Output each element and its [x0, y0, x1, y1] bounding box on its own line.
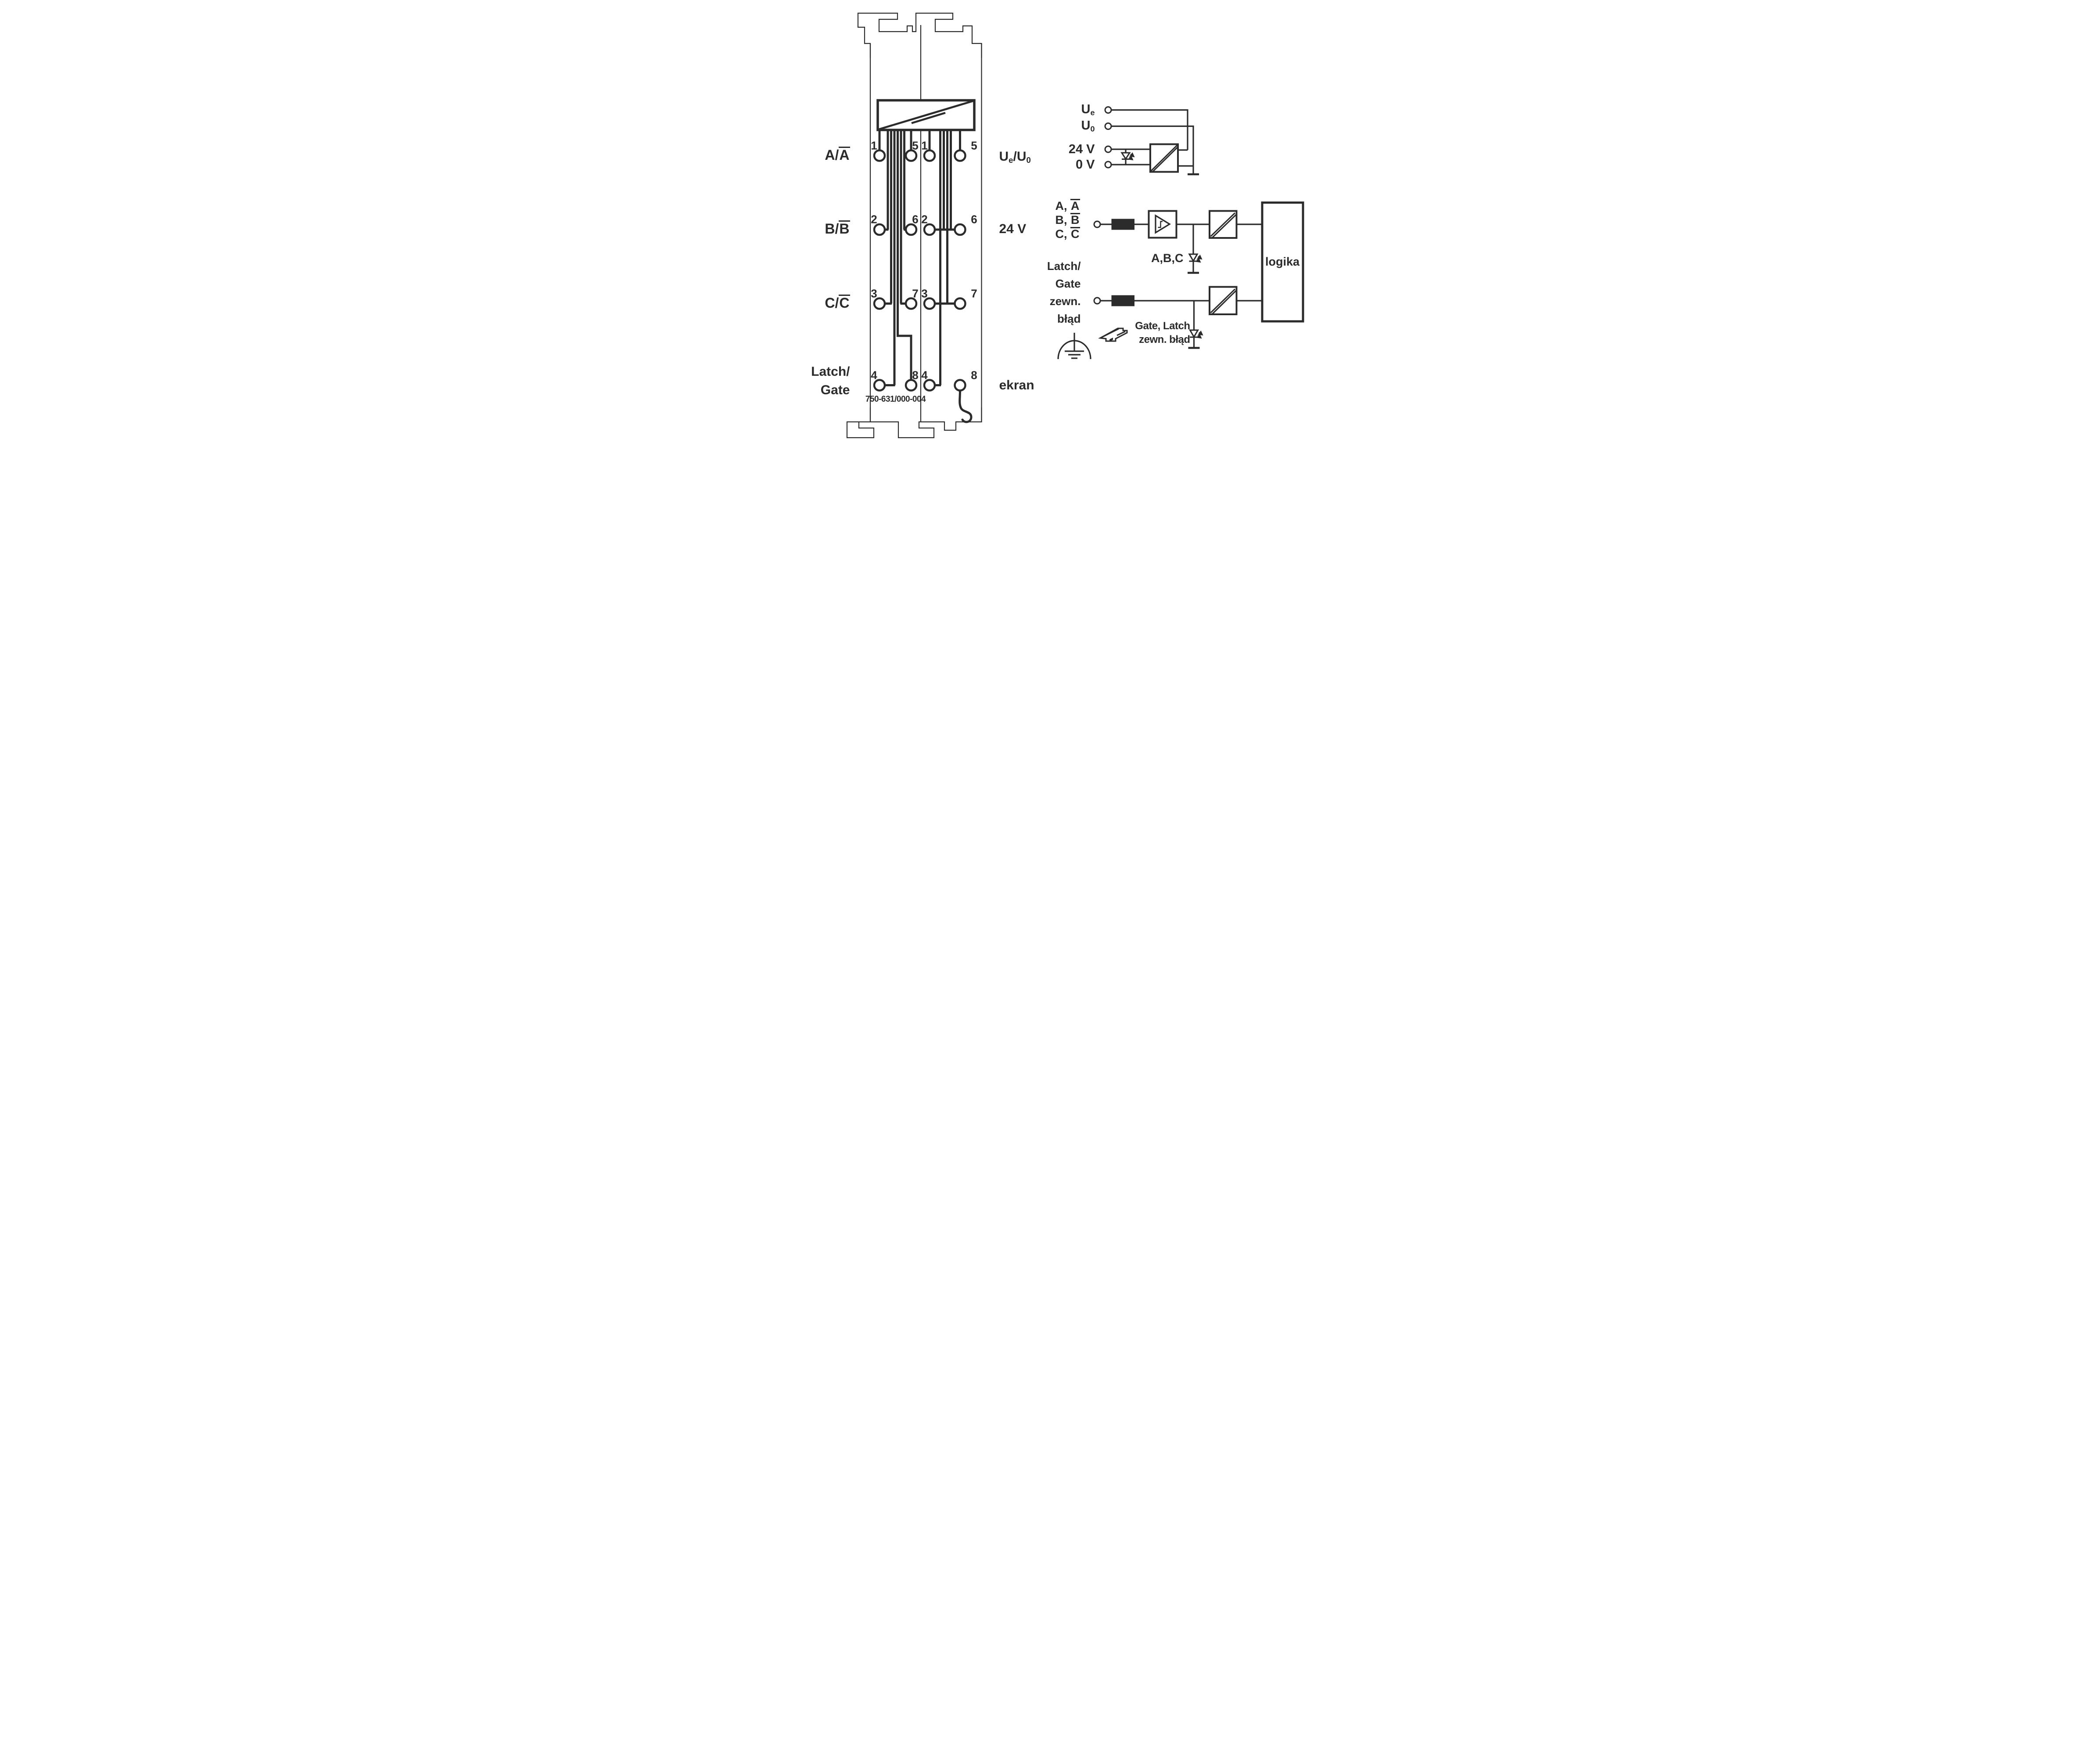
gate-latch-led-line2: zewn. błąd: [1139, 334, 1190, 345]
schematic-signal-labels-abc: [1019, 199, 1080, 241]
0v-terminal: [1105, 162, 1111, 168]
row-c-base: C/: [825, 295, 839, 311]
terminal-number: 7: [912, 287, 919, 300]
module-row-label-c: [792, 295, 850, 311]
schematic-latch-labels: [1015, 257, 1081, 327]
sig-c-overbar: C: [1071, 227, 1080, 241]
input-filter-icon: [1111, 219, 1134, 230]
terminal-number: 7: [971, 287, 977, 300]
sch-ue-u: U: [1081, 102, 1091, 116]
terminal-number: 5: [912, 139, 919, 152]
module-row-label-latch-gate: [792, 363, 850, 399]
terminal-number: 4: [871, 368, 877, 382]
abc-led-label: A,B,C: [1151, 252, 1184, 265]
sig-c-base: C,: [1055, 227, 1070, 241]
row-c-overbar: C: [839, 295, 850, 311]
module-side-label-24v: 24 V: [999, 222, 1027, 236]
row-b-base: B/: [825, 221, 839, 237]
logic-block-label: logika: [1265, 255, 1300, 268]
terminal-number: 8: [971, 368, 977, 382]
sig-a-base: A,: [1055, 199, 1070, 212]
u0-sub: 0: [1026, 155, 1031, 165]
latch-line1: Latch/: [811, 364, 850, 379]
module-side-label-ekran: ekran: [999, 378, 1034, 392]
u0-terminal: [1105, 123, 1111, 130]
sig-b-overbar: B: [1071, 213, 1080, 227]
ue-terminal: [1105, 107, 1111, 113]
terminal-port: [955, 224, 965, 235]
latch-label-line4: błąd: [1057, 312, 1081, 325]
module-dc-dc-converter-icon: [878, 101, 974, 130]
terminal-number: 1: [871, 139, 877, 152]
optocoupler-icon: [1210, 287, 1237, 315]
ue-u: U: [999, 149, 1009, 164]
terminal-number: 2: [921, 212, 928, 226]
shield-pigtail-icon: [959, 391, 971, 422]
terminal-number: 3: [871, 287, 877, 300]
module-side-label-ue-u0: [999, 149, 1031, 165]
power-led-icon: [1122, 149, 1134, 165]
u0-u: U: [1016, 149, 1027, 164]
functional-earth-icon: [1058, 333, 1091, 359]
terminal-number: 1: [921, 139, 928, 152]
latch-line2: Gate: [820, 383, 850, 397]
sig-b-base: B,: [1055, 213, 1070, 227]
signal-label-c: [1019, 227, 1080, 241]
module-bottom-castellation: [847, 407, 982, 438]
abc-led-icon: [1188, 224, 1202, 273]
terminal-number: 6: [912, 212, 919, 226]
terminal-port: [955, 151, 965, 161]
module-row-label-b: [792, 220, 850, 237]
terminal-number: 4: [921, 368, 928, 382]
abc-input-terminal: [1094, 221, 1100, 227]
input-filter-icon: [1111, 295, 1134, 306]
latch-input-terminal: [1094, 298, 1100, 304]
row-a-overbar: A: [839, 147, 850, 163]
sch-u0-u: U: [1081, 119, 1091, 133]
terminal-port: [955, 299, 965, 309]
dc-dc-converter-icon: [1150, 144, 1178, 172]
optocoupler-icon: [1210, 211, 1237, 238]
row-b-overbar: B: [839, 221, 850, 237]
gate-latch-led-label: [1116, 319, 1190, 346]
signal-label-a: [1019, 199, 1080, 213]
terminal-number: 6: [971, 212, 977, 226]
ue-u0-slash: /: [1013, 149, 1017, 164]
schematic-label-0v: 0 V: [1075, 158, 1095, 172]
sch-u0-sub: 0: [1090, 124, 1095, 133]
terminal-number: 2: [871, 212, 877, 226]
24v-terminal: [1105, 146, 1111, 152]
schematic-label-24v: 24 V: [1068, 142, 1095, 156]
terminal-port: [955, 380, 965, 391]
wiring-diagram-page: [788, 0, 1313, 441]
latch-label-line2: Gate: [1055, 277, 1081, 290]
module-row-label-a: [792, 147, 850, 163]
latch-label-line1: Latch/: [1047, 259, 1081, 273]
latch-label-line3: zewn.: [1049, 295, 1081, 308]
schematic-label-ue: [1055, 102, 1095, 118]
module-part-number: 750-631/000-004: [865, 395, 926, 404]
terminal-number: 8: [912, 368, 919, 382]
sig-a-overbar: A: [1071, 199, 1080, 212]
row-a-base: A/: [825, 147, 839, 163]
terminal-number: 3: [921, 287, 928, 300]
gate-latch-led-icon: [1188, 301, 1203, 348]
module-top-castellation: [858, 13, 982, 58]
ue-sub: e: [1009, 155, 1013, 165]
schematic-label-u0: [1055, 119, 1095, 134]
signal-label-b: [1019, 213, 1080, 227]
terminal-number: 5: [971, 139, 977, 152]
gate-latch-led-line1: Gate, Latch: [1135, 320, 1190, 332]
schmitt-trigger-icon: [1149, 211, 1176, 238]
sch-ue-sub: e: [1090, 108, 1095, 117]
